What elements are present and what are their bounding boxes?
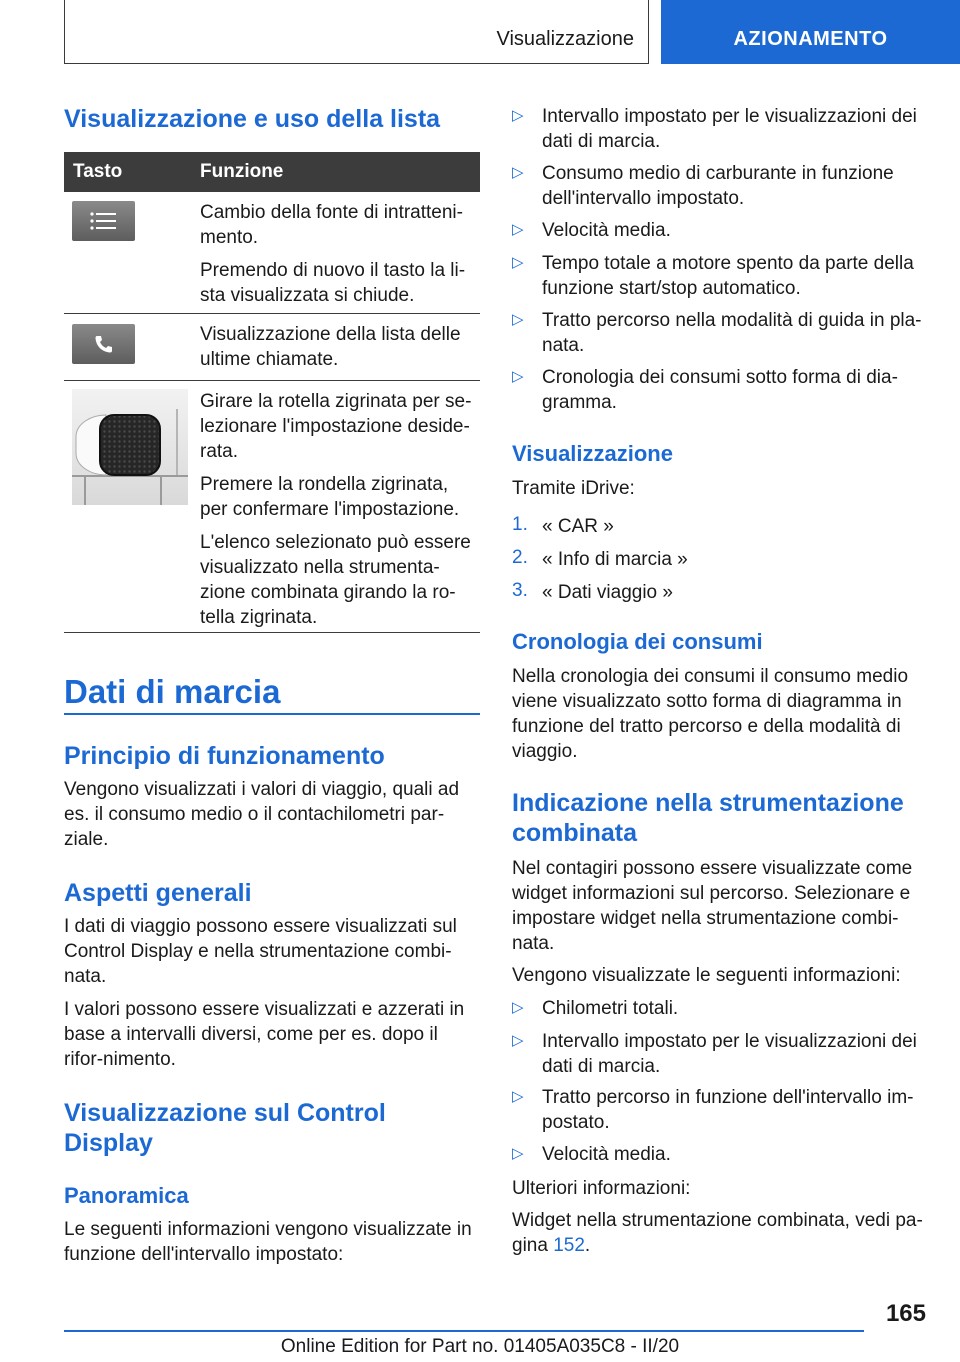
key-function-table: [64, 152, 480, 633]
dati-marcia-title: Dati di marcia: [64, 673, 281, 710]
table-cell-text: Visualizzazione della lista delle ultime chiamate.: [200, 324, 461, 370]
table-header-function: Funzione: [200, 161, 284, 182]
cronologia-title: Cronologia dei consumi: [512, 629, 763, 654]
phone-icon: [72, 324, 135, 364]
table-row: [64, 192, 480, 314]
widget-reference-text: Widget nella strumentazione combinata, vedi pa-gina 152.: [512, 1210, 923, 1256]
right-column: ▷ Intervallo impostato per le visualizzazioni dei dati di marcia. ▷ Consumo medio di carburante in funzione dell'intervallo impostato. ▷ Velocità media. ▷ Tempo totale a motore spento da parte della funzione start/stop automatico. ▷ Tratto percorso nella modalità di guida in pla-nata. ▷ Cronologia dei consumi sotto forma di dia-gramma. Visualizzazione Tramite iDrive: 1. « CAR » 2. « Info di marcia » 3. « Dati viaggio » Cronologia dei consumi Nella cronologia dei consumi il consumo medio viene visualizzato sotto forma di diagramma in funzione del tratto percorso e della modalità di viaggio. Indicazione nella strumentazione combinata Nel contagiri possono essere visualizzate come widget informazioni sul percorso. Selezionare e impostare widget nella strumentazione combi-nata. Vengono visualizzate le seguenti informazioni: ▷ Chilometri totali. ▷ Intervallo impostato per le visualizzazioni dei dati di marcia. ▷ Tratto percorso in funzione dell'intervallo im-postato. ▷ Velocità media. Ulteriori informazioni: Widget nella strumentazione combinata, vedi pa-gina 152.: [512, 0, 928, 1362]
table-cell-text: Premendo di nuovo il tasto la li-sta visualizzata si chiude.: [200, 260, 466, 306]
list-menu-icon: [72, 201, 135, 241]
bullet-triangle-icon: ▷: [512, 1088, 524, 1105]
indicazione-text: Vengono visualizzate le seguenti informazioni:: [512, 965, 901, 986]
list-section-title: Visualizzazione e uso della lista: [64, 105, 441, 133]
table-header: [64, 152, 480, 192]
step-number: 2.: [512, 547, 528, 568]
bullet-triangle-icon: ▷: [512, 107, 524, 124]
table-cell-text: Cambio della fonte di intratteni-mento.: [200, 202, 463, 248]
visualizzazione-text: Tramite iDrive:: [512, 478, 635, 499]
bullet-triangle-icon: ▷: [512, 368, 524, 385]
visualizzazione-title: Visualizzazione: [512, 441, 673, 466]
indicazione-title: Indicazione nella strumentazione combinata: [512, 789, 904, 847]
knurled-wheel-icon: [72, 389, 188, 505]
footer-divider: [64, 1330, 864, 1332]
step-number: 1.: [512, 514, 528, 535]
panoramica-title: Panoramica: [64, 1183, 189, 1208]
table-row: [64, 314, 480, 381]
bullet-triangle-icon: ▷: [512, 254, 524, 271]
indicazione-text: Nel contagiri possono essere visualizzate come widget informazioni sul percorso. Selezionare e impostare widget nella strumentazione combi-nata.: [512, 858, 913, 954]
aspetti-title: Aspetti generali: [64, 879, 252, 907]
page-link-152[interactable]: 152: [553, 1235, 585, 1256]
table-cell-text: Girare la rotella zigrinata per se-lezionare l'impostazione deside-rata.: [200, 391, 472, 462]
principio-text: Vengono visualizzati i valori di viaggio, quali ad es. il consumo medio o il contachilometri par-ziale.: [64, 779, 460, 850]
page-number: 165: [885, 1300, 926, 1327]
aspetti-text: I valori possono essere visualizzati e azzerati in base a intervalli diversi, come per es. dopo il rifor-nimento.: [64, 999, 465, 1070]
principio-title: Principio di funzionamento: [64, 742, 385, 770]
aspetti-text: I dati di viaggio possono essere visualizzati sul Control Display e nella strumentazione combi-nata.: [64, 916, 457, 987]
table-cell-text: Premere la rondella zigrinata, per confermare l'impostazione.: [200, 474, 460, 520]
bullet-triangle-icon: ▷: [512, 311, 524, 328]
control-display-title: Visualizzazione sul Control Display: [64, 1099, 386, 1157]
bullet-triangle-icon: ▷: [512, 221, 524, 238]
footer-edition: Online Edition for Part no. 01405A035C8 - II/20: [280, 1336, 680, 1357]
bullet-triangle-icon: ▷: [512, 1145, 524, 1162]
table-cell-text: L'elenco selezionato può essere visualizzato nella strumenta-zione combinata girando la ro-tella zigrinata.: [200, 532, 471, 628]
bullet-triangle-icon: ▷: [512, 1032, 524, 1049]
panoramica-text: Le seguenti informazioni vengono visualizzate in funzione dell'intervallo impostato:: [64, 1219, 472, 1265]
header-section-title: Visualizzazione: [496, 28, 634, 50]
bullet-triangle-icon: ▷: [512, 999, 524, 1016]
table-row: [64, 381, 480, 633]
step-number: 3.: [512, 580, 528, 601]
header-chapter-label: AZIONAMENTO: [733, 28, 888, 50]
title-divider: [64, 713, 480, 715]
further-info-label: Ulteriori informazioni:: [512, 1178, 691, 1199]
table-header-key: Tasto: [73, 161, 123, 182]
cronologia-text: Nella cronologia dei consumi il consumo medio viene visualizzato sotto forma di diagramma in funzione del tratto percorso e della modalità di viaggio.: [512, 666, 909, 762]
bullet-triangle-icon: ▷: [512, 164, 524, 181]
